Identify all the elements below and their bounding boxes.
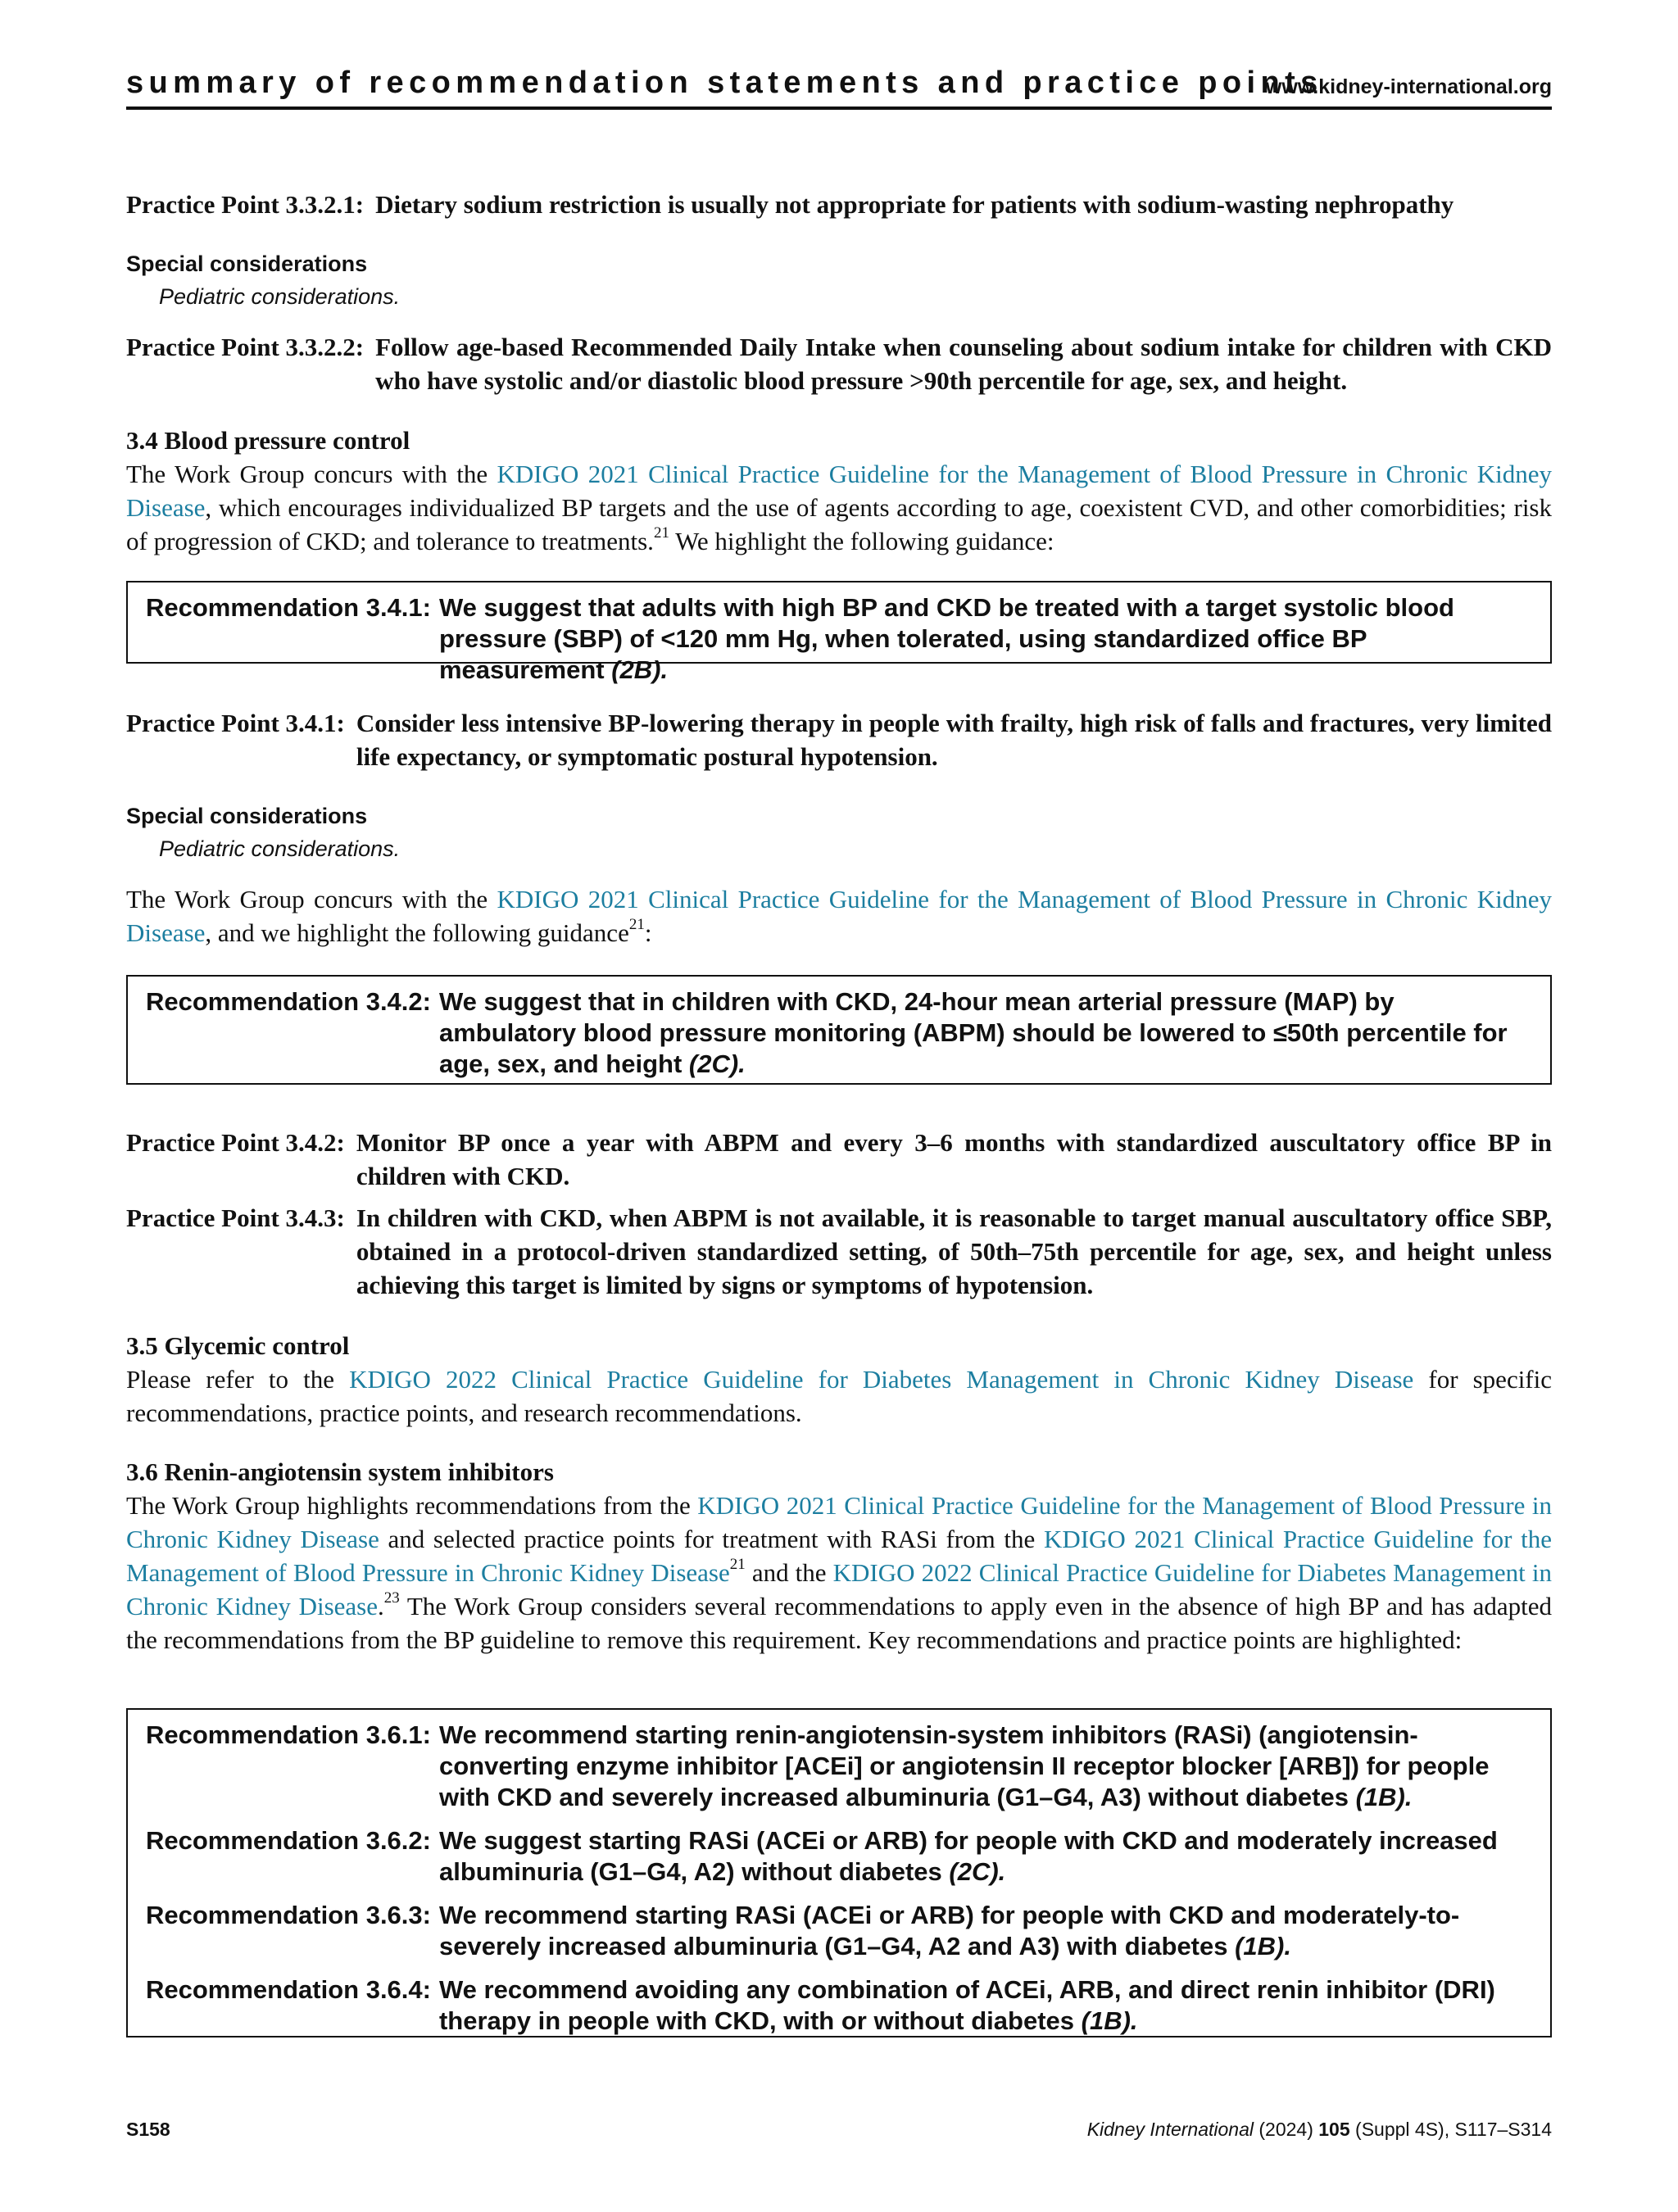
pediatric-considerations-subheading: Pediatric considerations. (159, 284, 401, 309)
recommendation-3-6-2 (146, 1825, 1534, 1888)
practice-point-3-4-3 (126, 1201, 1552, 1302)
evidence-grade: (1B). (1235, 1932, 1291, 1960)
evidence-grade: (2C). (688, 1049, 746, 1078)
recommendation-label: Recommendation 3.6.4: (146, 1975, 431, 2004)
practice-point-text: Monitor BP once a year with ABPM and every 3–6 months with standardized auscultatory office BP in children with CKD. (356, 1128, 1552, 1190)
section-paragraph: Please refer to the KDIGO 2022 Clinical Practice Guideline for Diabetes Management in Chronic Kidney Disease for specific recommendations, practice points, and research recommendations. (126, 1365, 1553, 1427)
recommendation-3-6-1 (146, 1720, 1534, 1813)
recommendation-text: We suggest that in children with CKD, 24-hour mean arterial pressure (MAP) by ambulatory blood pressure monitoring (ABPM) should be lowered to ≤50th percentile for age, sex, and height (2C). (438, 987, 1508, 1078)
special-considerations-heading: Special considerations (126, 252, 368, 276)
recommendation-label: Recommendation 3.4.2: (146, 987, 431, 1016)
reference-number[interactable]: 21 (729, 1555, 746, 1573)
recommendation-text: We recommend starting renin-angiotensin-system inhibitors (RASi) (angiotensin-converting enzyme inhibitor [ACEi] or angiotensin II receptor blocker [ARB]) for people with CKD and severely increased albuminuria (G1–G4, A3) without diabetes (1B). (438, 1720, 1490, 1811)
header-title: summary of recommendation statements and practice points (126, 66, 1323, 100)
recommendation-label: Recommendation 3.6.3: (146, 1901, 431, 1929)
section-paragraph: The Work Group highlights recommendations from the KDIGO 2021 Clinical Practice Guideline for the Management of Blood Pressure in Chronic Kidney Disease and selected practice points for treatment with RASi from the KDIGO 2021 Clinical Practice Guideline for the Management of Blood Pressure in Chronic Kidney Disease$^{21}$ and the KDIGO 2022 Clinical Practice Guideline for Diabetes Management in Chronic Kidney Disease.$^{23}$ The Work Group considers several recommendations to apply even in the absence of high BP and has adapted the recommendations from the BP guideline to remove this requirement. Key recommendations and practice points are highlighted: (126, 1491, 1552, 1654)
running-header (126, 66, 1552, 110)
practice-point-text: Consider less intensive BP-lowering therapy in people with frailty, high risk of falls and fractures, very limited life expectancy, or symptomatic postural hypotension. (356, 709, 1552, 771)
guideline-link[interactable]: KDIGO 2022 Clinical Practice Guideline for Diabetes Management in Chronic Kidney Disease (349, 1365, 1414, 1394)
special-considerations-heading: Special considerations (126, 804, 368, 828)
practice-point-label: Practice Point 3.4.1: (126, 709, 345, 737)
practice-point-3-3-2-2 (126, 330, 1552, 397)
section-3-6 (126, 1455, 1552, 1657)
evidence-grade: (1B). (1081, 2006, 1138, 2035)
recommendation-label: Recommendation 3.6.2: (146, 1826, 431, 1855)
practice-point-label: Practice Point 3.3.2.1: (126, 190, 365, 219)
evidence-grade: (2B). (611, 655, 669, 684)
special-considerations-1 (126, 247, 1552, 313)
recommendation-box-3-4-2 (126, 975, 1552, 1085)
reference-number[interactable]: 21 (628, 915, 645, 933)
reference-number[interactable]: 21 (653, 524, 669, 542)
section-3-5 (126, 1329, 1552, 1430)
recommendation-label: Recommendation 3.4.1: (146, 593, 431, 622)
recommendation-text: We recommend starting RASi (ACEi or ARB) for people with CKD and moderately-to-severely increased albuminuria (G1–G4, A2 and A3) with diabetes (1B). (438, 1901, 1460, 1960)
guideline-link[interactable]: KDIGO 2021 Clinical Practice Guideline for the Management of Blood Pressure in Chronic Kidney Disease (126, 885, 1552, 947)
recommendation-box-3-6 (126, 1708, 1552, 2037)
practice-point-text: In children with CKD, when ABPM is not available, it is reasonable to target manual auscultatory office SBP, obtained in a protocol-driven standardized setting, of 50th–75th percentile for age, sex, and height unless achieving this target is limited by signs or symptoms of hypotension. (356, 1203, 1552, 1299)
guideline-link[interactable]: KDIGO 2021 Clinical Practice Guideline for the Management of Blood Pressure in Chronic Kidney Disease (126, 1491, 1552, 1553)
header-url[interactable]: www.kidney-international.org (1265, 75, 1552, 98)
section-heading: 3.6 Renin-angiotensin system inhibitors (126, 1457, 554, 1486)
recommendation-3-6-3 (146, 1900, 1534, 1962)
practice-point-text: Dietary sodium restriction is usually not appropriate for patients with sodium-wasting nephropathy (375, 190, 1454, 219)
special-considerations-2 (126, 800, 1552, 865)
recommendation-label: Recommendation 3.6.1: (146, 1720, 431, 1749)
section-heading: 3.4 Blood pressure control (126, 426, 410, 455)
practice-point-label: Practice Point 3.4.2: (126, 1128, 345, 1157)
practice-point-label: Practice Point 3.4.3: (126, 1203, 345, 1232)
section-heading: 3.5 Glycemic control (126, 1331, 350, 1360)
pediatric-paragraph: The Work Group concurs with the KDIGO 2021 Clinical Practice Guideline for the Management of Blood Pressure in Chronic Kidney Disease, and we highlight the following guidance$^{21}$: (126, 885, 1552, 947)
page-number: S158 (126, 2119, 170, 2140)
pediatric-considerations-subheading: Pediatric considerations. (159, 836, 401, 861)
evidence-grade: (2C). (949, 1857, 1006, 1886)
recommendation-3-6-4 (146, 1974, 1534, 2037)
section-paragraph: The Work Group concurs with the KDIGO 2021 Clinical Practice Guideline for the Management of Blood Pressure in Chronic Kidney Disease, which encourages individualized BP targets and the use of agents according to age, coexistent CVD, and other comorbidities; risk of progression of CKD; and tolerance to treatments.$^{21}$ We highlight the following guidance: (126, 460, 1552, 555)
guideline-link[interactable]: KDIGO 2021 Clinical Practice Guideline for the Management of Blood Pressure in Chronic Kidney Disease (126, 460, 1552, 522)
practice-point-label: Practice Point 3.3.2.2: (126, 333, 365, 361)
practice-point-3-4-2 (126, 1126, 1552, 1193)
journal-citation: Kidney International (2024) 105 (Suppl 4S), S117–S314 (1086, 2119, 1552, 2140)
document-page (126, 0, 1552, 2212)
section-3-4 (126, 424, 1552, 558)
guideline-link[interactable]: KDIGO 2022 Clinical Practice Guideline for Diabetes Management in Chronic Kidney Disease (126, 1558, 1552, 1620)
recommendation-text: We suggest starting RASi (ACEi or ARB) for people with CKD and moderately increased albuminuria (G1–G4, A2) without diabetes (2C). (438, 1826, 1498, 1886)
recommendation-text: We suggest that adults with high BP and CKD be treated with a target systolic blood pressure (SBP) of <120 mm Hg, when tolerated, using standardized office BP measurement (2B). (438, 593, 1454, 684)
evidence-grade: (1B). (1355, 1783, 1413, 1811)
guideline-link[interactable]: KDIGO 2021 Clinical Practice Guideline for the Management of Blood Pressure in Chronic Kidney Disease (126, 1525, 1552, 1587)
practice-point-text: Follow age-based Recommended Daily Intake when counseling about sodium intake for children with CKD who have systolic and/or diastolic blood pressure >90th percentile for age, sex, and height. (375, 333, 1552, 395)
recommendation-box-3-4-1 (126, 581, 1552, 684)
recommendation-text: We recommend avoiding any combination of ACEi, ARB, and direct renin inhibitor (DRI) therapy in people with CKD, with or without diabetes (1B). (438, 1975, 1495, 2035)
practice-point-3-4-1 (126, 706, 1552, 773)
reference-number[interactable]: 23 (383, 1589, 400, 1607)
practice-point-3-3-2-1 (126, 188, 1552, 221)
